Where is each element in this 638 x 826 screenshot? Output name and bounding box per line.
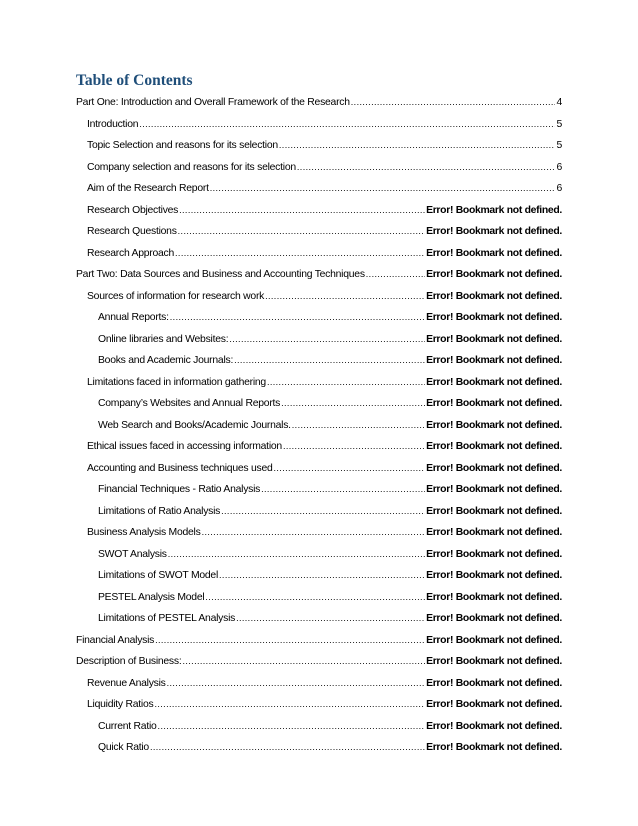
toc-entry-label: Web Search and Books/Academic Journals. [98,419,291,431]
toc-error-text: Error! Bookmark not defined. [426,269,562,280]
toc-error-text: Error! Bookmark not defined. [426,204,562,216]
toc-error-text: Error! Bookmark not defined. [426,699,562,710]
toc-entry[interactable] [76,200,562,222]
toc-page-number: 6 [556,161,562,173]
toc-entry[interactable] [76,372,562,394]
toc-entry[interactable] [76,243,562,265]
toc-page-number: 4 [556,97,562,108]
toc-error-text: Error! Bookmark not defined. [426,570,562,581]
toc-dot-leader [179,200,425,222]
toc-error-text: Error! Bookmark not defined. [426,290,562,302]
toc-entry-label: Books and Academic Journals: [98,355,234,366]
toc-entry-label: Liquidity Ratios [87,699,154,710]
toc-error-text: Error! Bookmark not defined. [426,613,562,624]
toc-entry-label: Ethical issues faced in accessing information [87,441,282,452]
toc-entry[interactable] [76,458,562,480]
toc-entry[interactable] [76,92,562,114]
toc-entry[interactable] [76,307,562,329]
toc-entry-label: Accounting and Business techniques used [87,462,273,474]
toc-dot-leader [182,651,425,673]
toc-page-number: 5 [556,140,562,151]
toc-error-text: Error! Bookmark not defined. [426,419,562,431]
toc-entry-label: Company selection and reasons for its selection [87,161,296,173]
toc-dot-leader [366,264,425,286]
toc-error-text: Error! Bookmark not defined. [426,484,562,495]
toc-entry[interactable] [76,630,562,652]
toc-entry[interactable] [76,329,562,351]
toc-dot-leader [139,114,555,136]
toc-error-text: Error! Bookmark not defined. [426,398,562,409]
toc-entry-label: Limitations of SWOT Model [98,570,219,581]
toc-page-number: 5 [556,118,562,130]
toc-entry[interactable] [76,716,562,738]
toc-error-text: Error! Bookmark not defined. [426,226,562,237]
toc-entry-label: Revenue Analysis [87,677,166,689]
toc-error-text: Error! Bookmark not defined. [426,462,562,474]
toc-error-text: Error! Bookmark not defined. [426,591,562,603]
toc-dot-leader [267,372,425,394]
toc-list [76,92,562,759]
toc-dot-leader [279,135,556,157]
toc-dot-leader [158,716,426,738]
toc-dot-leader [281,393,425,415]
toc-dot-leader [202,522,426,544]
toc-entry-label: Sources of information for research work [87,290,265,302]
toc-error-text: Error! Bookmark not defined. [426,376,562,388]
toc-entry-label: Limitations of Ratio Analysis [98,505,221,517]
toc-entry[interactable] [76,135,562,157]
toc-entry-label: Business Analysis Models [87,527,201,538]
toc-dot-leader [168,544,425,566]
toc-dot-leader [261,479,425,501]
toc-entry-label: Quick Ratio [98,742,149,753]
toc-entry[interactable] [76,694,562,716]
toc-error-text: Error! Bookmark not defined. [426,548,562,560]
toc-entry[interactable] [76,264,562,286]
toc-dot-leader [175,243,425,265]
toc-dot-leader [274,458,426,480]
toc-dot-leader [167,673,425,695]
toc-page-number: 6 [556,183,562,194]
toc-error-text: Error! Bookmark not defined. [426,720,562,732]
toc-heading: Table of Contents [76,72,193,89]
toc-entry-label: PESTEL Analysis Model [98,591,205,603]
toc-dot-leader [210,178,556,200]
toc-entry[interactable] [76,415,562,437]
toc-entry-label: Aim of the Research Report [87,183,209,194]
toc-error-text: Error! Bookmark not defined. [426,441,562,452]
toc-entry-label: Research Questions [87,226,177,237]
toc-dot-leader [221,501,425,523]
toc-entry[interactable] [76,651,562,673]
toc-error-text: Error! Bookmark not defined. [426,742,562,753]
toc-entry[interactable] [76,350,562,372]
toc-entry[interactable] [76,737,562,759]
toc-entry[interactable] [76,157,562,179]
toc-dot-leader [351,92,556,114]
toc-dot-leader [229,329,425,351]
toc-entry-label: Online libraries and Websites: [98,333,229,345]
toc-entry-label: Part Two: Data Sources and Business and Accounting Techniques [76,269,365,280]
toc-entry-label: Company’s Websites and Annual Reports [98,398,281,409]
toc-error-text: Error! Bookmark not defined. [426,333,562,345]
toc-error-text: Error! Bookmark not defined. [426,355,562,366]
toc-entry[interactable] [76,178,562,200]
toc-dot-leader [236,608,425,630]
toc-dot-leader [297,157,556,179]
toc-entry[interactable] [76,522,562,544]
toc-entry-label: Part One: Introduction and Overall Framework of the Research [76,97,350,108]
toc-entry[interactable] [76,673,562,695]
toc-entry[interactable] [76,221,562,243]
toc-dot-leader [150,737,425,759]
toc-entry-label: Research Objectives [87,204,179,216]
toc-entry[interactable] [76,501,562,523]
toc-entry[interactable] [76,544,562,566]
toc-entry[interactable] [76,608,562,630]
toc-entry-label: Limitations of PESTEL Analysis [98,613,236,624]
toc-dot-leader [283,436,425,458]
toc-dot-leader [234,350,425,372]
toc-entry-label: SWOT Analysis [98,548,167,560]
toc-entry-label: Current Ratio [98,720,157,732]
toc-entry-label: Topic Selection and reasons for its selection [87,140,278,151]
toc-dot-leader [265,286,425,308]
toc-dot-leader [155,630,425,652]
toc-entry[interactable] [76,114,562,136]
toc-entry[interactable] [76,587,562,609]
toc-entry-label: Annual Reports: [98,312,169,323]
toc-error-text: Error! Bookmark not defined. [426,505,562,517]
toc-error-text: Error! Bookmark not defined. [426,527,562,538]
toc-dot-leader [205,587,425,609]
toc-entry-label: Limitations faced in information gathering [87,376,266,388]
toc-entry[interactable] [76,286,562,308]
toc-error-text: Error! Bookmark not defined. [426,312,562,323]
toc-entry-label: Financial Analysis [76,634,155,646]
toc-dot-leader [219,565,425,587]
toc-entry-label: Description of Business: [76,656,182,667]
toc-dot-leader [292,415,425,437]
toc-error-text: Error! Bookmark not defined. [426,247,562,259]
toc-error-text: Error! Bookmark not defined. [426,656,562,667]
toc-dot-leader [154,694,425,716]
toc-dot-leader [178,221,425,243]
toc-entry[interactable] [76,565,562,587]
toc-dot-leader [170,307,425,329]
toc-entry-label: Financial Techniques - Ratio Analysis [98,484,261,495]
toc-error-text: Error! Bookmark not defined. [426,634,562,646]
toc-entry[interactable] [76,436,562,458]
toc-error-text: Error! Bookmark not defined. [426,677,562,689]
toc-entry-label: Introduction [87,118,139,130]
toc-entry-label: Research Approach [87,247,175,259]
toc-entry[interactable] [76,479,562,501]
toc-entry[interactable] [76,393,562,415]
